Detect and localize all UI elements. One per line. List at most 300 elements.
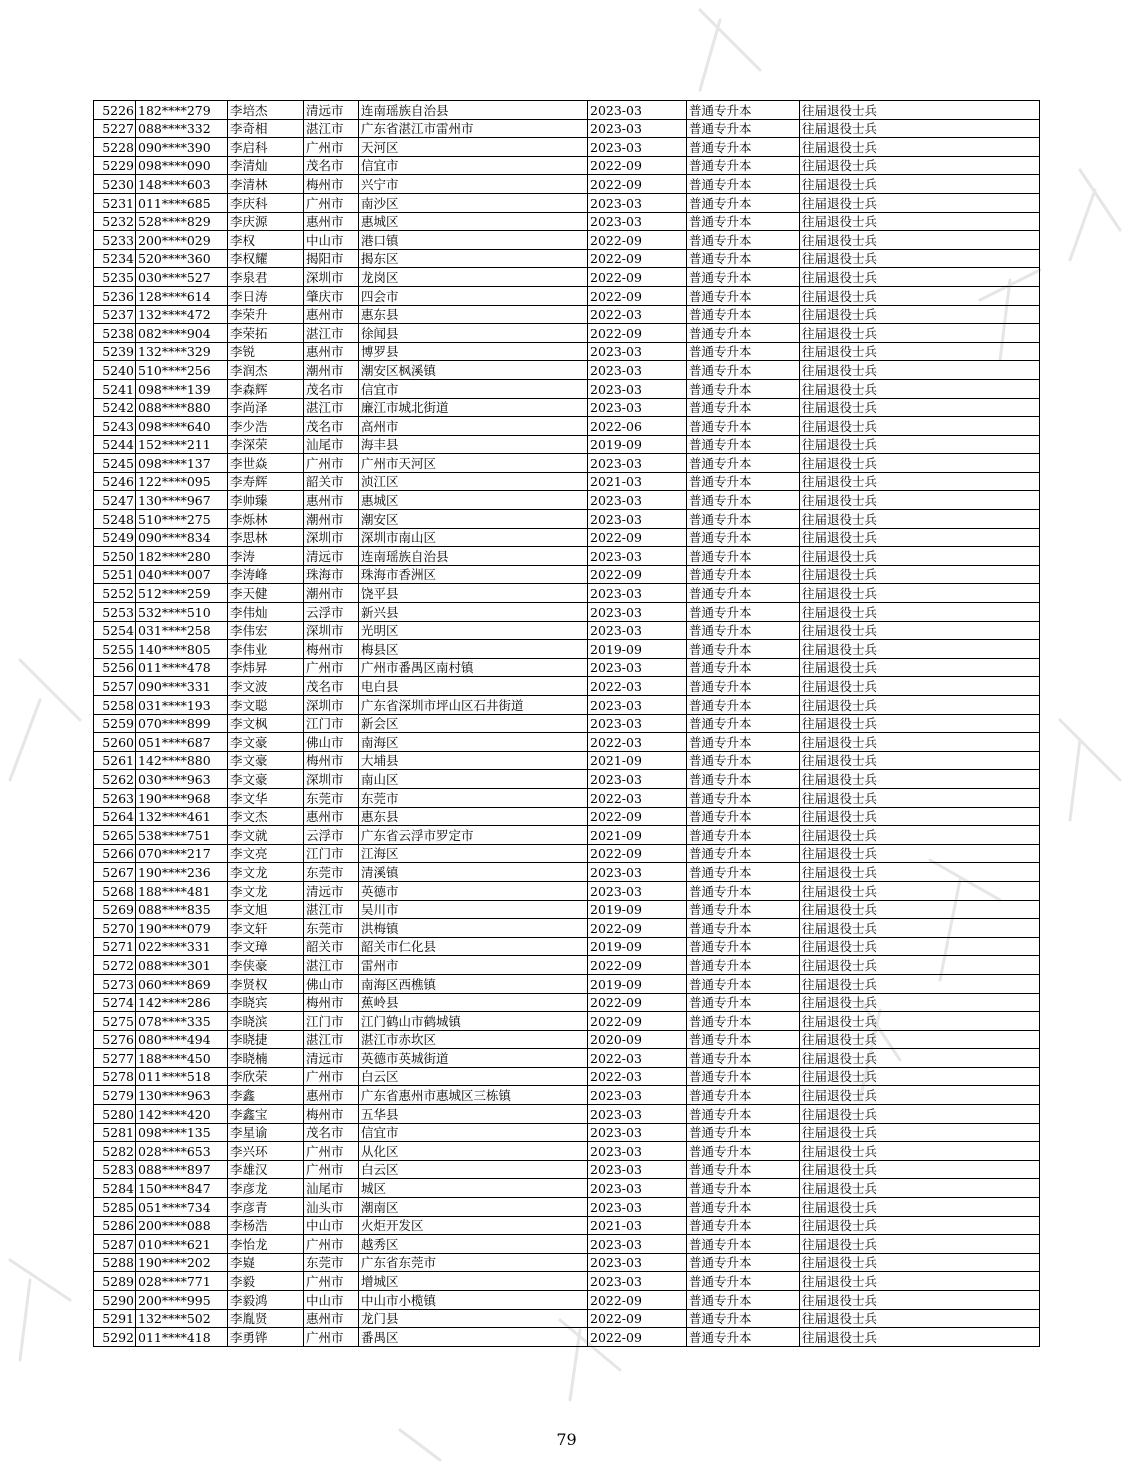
enlistment-date-cell: 2021-09 [588,826,687,845]
enlistment-date-cell: 2023-03 [588,1198,687,1217]
candidate-id-cell: 132****472 [136,305,228,324]
table-row [94,658,1040,677]
row-index-cell: 5262 [94,770,136,789]
candidate-name-cell: 李权 [228,231,304,250]
admission-type-cell: 普通专升本 [687,1105,800,1124]
city-cell: 云浮市 [304,603,359,622]
category-cell: 往届退役士兵 [800,1179,1040,1198]
category-cell: 往届退役士兵 [800,603,1040,622]
address-cell: 雷州市 [359,956,588,975]
candidate-id-cell: 090****331 [136,677,228,696]
enlistment-date-cell: 2023-03 [588,714,687,733]
admission-type-cell: 普通专升本 [687,231,800,250]
table-row [94,677,1040,696]
row-index-cell: 5249 [94,528,136,547]
city-cell: 汕尾市 [304,1179,359,1198]
address-cell: 从化区 [359,1142,588,1161]
admission-type-cell: 普通专升本 [687,751,800,770]
candidate-id-cell: 098****135 [136,1123,228,1142]
candidate-name-cell: 李文豪 [228,733,304,752]
row-index-cell: 5269 [94,900,136,919]
category-cell: 往届退役士兵 [800,714,1040,733]
candidate-id-cell: 011****518 [136,1067,228,1086]
candidate-name-cell: 李伟宏 [228,621,304,640]
city-cell: 深圳市 [304,621,359,640]
admission-type-cell: 普通专升本 [687,138,800,157]
category-cell: 往届退役士兵 [800,101,1040,120]
category-cell: 往届退役士兵 [800,807,1040,826]
category-cell: 往届退役士兵 [800,286,1040,305]
category-cell: 往届退役士兵 [800,696,1040,715]
row-index-cell: 5287 [94,1235,136,1254]
candidate-name-cell: 李文波 [228,677,304,696]
enlistment-date-cell: 2022-03 [588,1067,687,1086]
city-cell: 湛江市 [304,324,359,343]
page-number: 79 [556,1430,577,1449]
address-cell: 潮安区 [359,510,588,529]
city-cell: 茂名市 [304,379,359,398]
candidate-id-cell: 078****335 [136,1012,228,1031]
city-cell: 湛江市 [304,1030,359,1049]
category-cell: 往届退役士兵 [800,788,1040,807]
admission-type-cell: 普通专升本 [687,454,800,473]
city-cell: 潮州市 [304,510,359,529]
row-index-cell: 5237 [94,305,136,324]
enlistment-date-cell: 2022-03 [588,1049,687,1068]
enlistment-date-cell: 2022-09 [588,807,687,826]
enlistment-date-cell: 2023-03 [588,398,687,417]
table-row [94,1272,1040,1291]
table-row [94,844,1040,863]
table-row [94,286,1040,305]
category-cell: 往届退役士兵 [800,900,1040,919]
city-cell: 广州市 [304,1160,359,1179]
candidate-name-cell: 李荣拓 [228,324,304,343]
admission-type-cell: 普通专升本 [687,119,800,138]
city-cell: 广州市 [304,1328,359,1347]
candidate-id-cell: 070****217 [136,844,228,863]
enlistment-date-cell: 2023-03 [588,1253,687,1272]
enlistment-date-cell: 2023-03 [588,342,687,361]
city-cell: 梅州市 [304,640,359,659]
address-cell: 新兴县 [359,603,588,622]
row-index-cell: 5253 [94,603,136,622]
enlistment-date-cell: 2022-09 [588,324,687,343]
candidate-name-cell: 李涛峰 [228,565,304,584]
candidate-id-cell: 132****461 [136,807,228,826]
category-cell: 往届退役士兵 [800,528,1040,547]
candidate-name-cell: 李森辉 [228,379,304,398]
city-cell: 中山市 [304,1216,359,1235]
address-cell: 越秀区 [359,1235,588,1254]
category-cell: 往届退役士兵 [800,138,1040,157]
candidate-name-cell: 李兴环 [228,1142,304,1161]
candidate-name-cell: 李晓滨 [228,1012,304,1031]
category-cell: 往届退役士兵 [800,119,1040,138]
candidate-name-cell: 李培杰 [228,101,304,120]
table-row [94,919,1040,938]
city-cell: 茂名市 [304,1123,359,1142]
candidate-id-cell: 051****687 [136,733,228,752]
address-cell: 增城区 [359,1272,588,1291]
admission-type-cell: 普通专升本 [687,1309,800,1328]
city-cell: 韶关市 [304,937,359,956]
candidate-name-cell: 李锐 [228,342,304,361]
enlistment-date-cell: 2023-03 [588,696,687,715]
address-cell: 饶平县 [359,584,588,603]
candidate-id-cell: 142****286 [136,993,228,1012]
city-cell: 东莞市 [304,788,359,807]
address-cell: 韶关市仁化县 [359,937,588,956]
admission-type-cell: 普通专升本 [687,696,800,715]
row-index-cell: 5277 [94,1049,136,1068]
table-row [94,1049,1040,1068]
address-cell: 港口镇 [359,231,588,250]
city-cell: 惠州市 [304,305,359,324]
category-cell: 往届退役士兵 [800,193,1040,212]
candidate-name-cell: 李勇铧 [228,1328,304,1347]
row-index-cell: 5258 [94,696,136,715]
row-index-cell: 5250 [94,547,136,566]
admission-type-cell: 普通专升本 [687,398,800,417]
category-cell: 往届退役士兵 [800,1030,1040,1049]
address-cell: 信宜市 [359,379,588,398]
city-cell: 佛山市 [304,733,359,752]
table-row [94,1309,1040,1328]
table-row [94,956,1040,975]
row-index-cell: 5256 [94,658,136,677]
address-cell: 惠城区 [359,491,588,510]
row-index-cell: 5254 [94,621,136,640]
city-cell: 珠海市 [304,565,359,584]
address-cell: 潮南区 [359,1198,588,1217]
enlistment-date-cell: 2022-09 [588,1328,687,1347]
address-cell: 连南瑶族自治县 [359,101,588,120]
row-index-cell: 5227 [94,119,136,138]
admission-type-cell: 普通专升本 [687,1049,800,1068]
city-cell: 佛山市 [304,974,359,993]
candidate-name-cell: 李清林 [228,175,304,194]
admission-type-cell: 普通专升本 [687,1012,800,1031]
address-cell: 海丰县 [359,435,588,454]
candidate-id-cell: 200****088 [136,1216,228,1235]
city-cell: 广州市 [304,138,359,157]
row-index-cell: 5240 [94,361,136,380]
candidate-id-cell: 031****193 [136,696,228,715]
row-index-cell: 5230 [94,175,136,194]
enlistment-date-cell: 2021-09 [588,751,687,770]
row-index-cell: 5267 [94,863,136,882]
category-cell: 往届退役士兵 [800,640,1040,659]
admission-type-cell: 普通专升本 [687,1067,800,1086]
row-index-cell: 5251 [94,565,136,584]
candidate-name-cell: 李奇相 [228,119,304,138]
row-index-cell: 5289 [94,1272,136,1291]
table-row [94,1012,1040,1031]
table-row [94,1142,1040,1161]
table-row [94,937,1040,956]
enlistment-date-cell: 2022-09 [588,286,687,305]
candidate-name-cell: 李清灿 [228,156,304,175]
enlistment-date-cell: 2022-09 [588,919,687,938]
row-index-cell: 5288 [94,1253,136,1272]
admission-type-cell: 普通专升本 [687,361,800,380]
candidate-name-cell: 李天健 [228,584,304,603]
row-index-cell: 5231 [94,193,136,212]
category-cell: 往届退役士兵 [800,1067,1040,1086]
category-cell: 往届退役士兵 [800,547,1040,566]
row-index-cell: 5282 [94,1142,136,1161]
candidate-id-cell: 132****329 [136,342,228,361]
row-index-cell: 5234 [94,249,136,268]
address-cell: 广东省东莞市 [359,1253,588,1272]
table-row [94,751,1040,770]
admission-type-cell: 普通专升本 [687,472,800,491]
table-row [94,305,1040,324]
address-cell: 火炬开发区 [359,1216,588,1235]
candidate-name-cell: 李文龙 [228,881,304,900]
row-index-cell: 5281 [94,1123,136,1142]
table-row [94,788,1040,807]
candidate-name-cell: 李日涛 [228,286,304,305]
city-cell: 东莞市 [304,919,359,938]
enlistment-date-cell: 2022-09 [588,844,687,863]
candidate-name-cell: 李鑫宝 [228,1105,304,1124]
candidate-name-cell: 李寿辉 [228,472,304,491]
candidate-id-cell: 510****275 [136,510,228,529]
candidate-id-cell: 182****280 [136,547,228,566]
candidate-id-cell: 030****527 [136,268,228,287]
enlistment-date-cell: 2023-03 [588,1235,687,1254]
category-cell: 往届退役士兵 [800,417,1040,436]
row-index-cell: 5243 [94,417,136,436]
candidate-name-cell: 李侠豪 [228,956,304,975]
address-cell: 湛江市赤坎区 [359,1030,588,1049]
admission-type-cell: 普通专升本 [687,1272,800,1291]
table-row [94,435,1040,454]
address-cell: 广东省云浮市罗定市 [359,826,588,845]
table-row [94,119,1040,138]
address-cell: 惠东县 [359,807,588,826]
candidate-name-cell: 李胤贤 [228,1309,304,1328]
enlistment-date-cell: 2021-03 [588,472,687,491]
category-cell: 往届退役士兵 [800,1105,1040,1124]
row-index-cell: 5260 [94,733,136,752]
candidate-name-cell: 李晓宾 [228,993,304,1012]
admission-type-cell: 普通专升本 [687,528,800,547]
address-cell: 大埔县 [359,751,588,770]
candidate-id-cell: 182****279 [136,101,228,120]
city-cell: 梅州市 [304,1105,359,1124]
table-row [94,826,1040,845]
candidate-id-cell: 538****751 [136,826,228,845]
candidate-id-cell: 130****963 [136,1086,228,1105]
category-cell: 往届退役士兵 [800,324,1040,343]
roster-table [93,100,1040,1347]
admission-type-cell: 普通专升本 [687,844,800,863]
admission-type-cell: 普通专升本 [687,565,800,584]
category-cell: 往届退役士兵 [800,677,1040,696]
enlistment-date-cell: 2022-09 [588,249,687,268]
candidate-name-cell: 李文华 [228,788,304,807]
row-index-cell: 5264 [94,807,136,826]
enlistment-date-cell: 2022-09 [588,1012,687,1031]
candidate-name-cell: 李思林 [228,528,304,547]
enlistment-date-cell: 2022-03 [588,788,687,807]
enlistment-date-cell: 2023-03 [588,138,687,157]
candidate-name-cell: 李文枫 [228,714,304,733]
candidate-name-cell: 李彦青 [228,1198,304,1217]
table-row [94,249,1040,268]
candidate-id-cell: 188****481 [136,881,228,900]
address-cell: 信宜市 [359,1123,588,1142]
candidate-name-cell: 李世焱 [228,454,304,473]
candidate-id-cell: 122****095 [136,472,228,491]
candidate-name-cell: 李烁林 [228,510,304,529]
address-cell: 清溪镇 [359,863,588,882]
candidate-name-cell: 李雄汉 [228,1160,304,1179]
row-index-cell: 5286 [94,1216,136,1235]
enlistment-date-cell: 2019-09 [588,435,687,454]
row-index-cell: 5272 [94,956,136,975]
enlistment-date-cell: 2023-03 [588,119,687,138]
category-cell: 往届退役士兵 [800,565,1040,584]
candidate-id-cell: 088****301 [136,956,228,975]
candidate-name-cell: 李文璋 [228,937,304,956]
enlistment-date-cell: 2023-03 [588,361,687,380]
enlistment-date-cell: 2022-09 [588,993,687,1012]
candidate-name-cell: 李深荣 [228,435,304,454]
address-cell: 广东省惠州市惠城区三栋镇 [359,1086,588,1105]
city-cell: 茂名市 [304,677,359,696]
candidate-name-cell: 李文聪 [228,696,304,715]
address-cell: 江海区 [359,844,588,863]
city-cell: 惠州市 [304,807,359,826]
candidate-id-cell: 028****771 [136,1272,228,1291]
candidate-name-cell: 李伟灿 [228,603,304,622]
city-cell: 惠州市 [304,491,359,510]
candidate-name-cell: 李润杰 [228,361,304,380]
category-cell: 往届退役士兵 [800,361,1040,380]
table-row [94,881,1040,900]
city-cell: 广州市 [304,658,359,677]
table-row [94,584,1040,603]
table-row [94,863,1040,882]
table-row [94,510,1040,529]
city-cell: 梅州市 [304,751,359,770]
table-row [94,900,1040,919]
enlistment-date-cell: 2022-09 [588,1291,687,1310]
table-row [94,1216,1040,1235]
admission-type-cell: 普通专升本 [687,156,800,175]
address-cell: 白云区 [359,1160,588,1179]
category-cell: 往届退役士兵 [800,1291,1040,1310]
candidate-name-cell: 李文杰 [228,807,304,826]
table-row [94,1235,1040,1254]
city-cell: 中山市 [304,231,359,250]
table-row [94,268,1040,287]
city-cell: 云浮市 [304,826,359,845]
address-cell: 天河区 [359,138,588,157]
table-row [94,1179,1040,1198]
table-row [94,1030,1040,1049]
table-row [94,565,1040,584]
row-index-cell: 5263 [94,788,136,807]
city-cell: 汕尾市 [304,435,359,454]
enlistment-date-cell: 2019-09 [588,900,687,919]
enlistment-date-cell: 2019-09 [588,937,687,956]
address-cell: 广州市番禺区南村镇 [359,658,588,677]
candidate-id-cell: 011****478 [136,658,228,677]
category-cell: 往届退役士兵 [800,1123,1040,1142]
enlistment-date-cell: 2023-03 [588,1179,687,1198]
admission-type-cell: 普通专升本 [687,677,800,696]
table-row [94,621,1040,640]
row-index-cell: 5259 [94,714,136,733]
candidate-name-cell: 李伟业 [228,640,304,659]
row-index-cell: 5228 [94,138,136,157]
address-cell: 新会区 [359,714,588,733]
category-cell: 往届退役士兵 [800,1012,1040,1031]
table-row [94,1198,1040,1217]
city-cell: 东莞市 [304,863,359,882]
table-row [94,454,1040,473]
admission-type-cell: 普通专升本 [687,956,800,975]
enlistment-date-cell: 2023-03 [588,1086,687,1105]
city-cell: 潮州市 [304,361,359,380]
candidate-id-cell: 028****653 [136,1142,228,1161]
candidate-name-cell: 李毅鸿 [228,1291,304,1310]
candidate-id-cell: 090****390 [136,138,228,157]
enlistment-date-cell: 2019-09 [588,640,687,659]
table-row [94,770,1040,789]
city-cell: 广州市 [304,1272,359,1291]
candidate-name-cell: 李文亮 [228,844,304,863]
city-cell: 湛江市 [304,119,359,138]
address-cell: 徐闻县 [359,324,588,343]
category-cell: 往届退役士兵 [800,826,1040,845]
row-index-cell: 5235 [94,268,136,287]
candidate-id-cell: 190****079 [136,919,228,938]
candidate-id-cell: 190****202 [136,1253,228,1272]
candidate-id-cell: 130****967 [136,491,228,510]
candidate-name-cell: 李文豪 [228,751,304,770]
category-cell: 往届退役士兵 [800,974,1040,993]
candidate-id-cell: 512****259 [136,584,228,603]
row-index-cell: 5239 [94,342,136,361]
candidate-name-cell: 李泉君 [228,268,304,287]
enlistment-date-cell: 2023-03 [588,1160,687,1179]
candidate-id-cell: 098****640 [136,417,228,436]
category-cell: 往届退役士兵 [800,733,1040,752]
enlistment-date-cell: 2023-03 [588,454,687,473]
admission-type-cell: 普通专升本 [687,379,800,398]
admission-type-cell: 普通专升本 [687,1328,800,1347]
row-index-cell: 5290 [94,1291,136,1310]
admission-type-cell: 普通专升本 [687,1123,800,1142]
candidate-id-cell: 098****139 [136,379,228,398]
candidate-name-cell: 李文轩 [228,919,304,938]
admission-type-cell: 普通专升本 [687,212,800,231]
admission-type-cell: 普通专升本 [687,733,800,752]
enlistment-date-cell: 2023-03 [588,1272,687,1291]
enlistment-date-cell: 2023-03 [588,603,687,622]
table-row [94,528,1040,547]
enlistment-date-cell: 2023-03 [588,491,687,510]
candidate-id-cell: 040****007 [136,565,228,584]
address-cell: 揭东区 [359,249,588,268]
candidate-id-cell: 190****236 [136,863,228,882]
